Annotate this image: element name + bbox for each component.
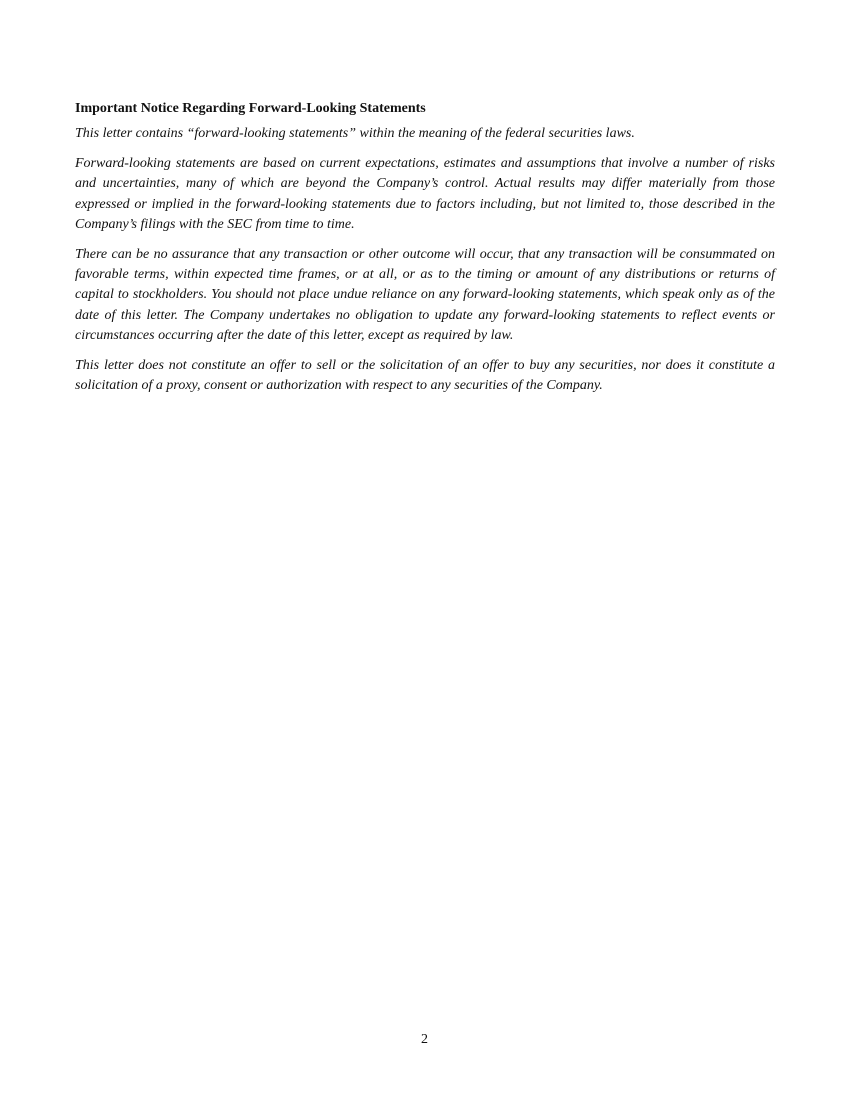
paragraph-expectations: Forward-looking statements are based on current expectations, estimates and assumptions that involve a number of risks and uncertainties, many of which are beyond the Company’s control. Actual results may differ materially from those expressed or implied in the forward-looking statements due to factors including, but not limited to, those described in the Company’s filings with the SEC from time to time. <box>75 156 775 232</box>
section-heading: Important Notice Regarding Forward-Looking Statements <box>75 101 426 116</box>
paragraph-no-assurance: There can be no assurance that any transaction or other outcome will occur, that any transaction will be consummated on favorable terms, within expected time frames, or at all, or as to the timing or amount of any distributions or returns of capital to stockholders. You should not place undue reliance on any forward-looking statements, which speak only as of the date of this letter. The Company undertakes no obligation to update any forward-looking statements to reflect events or circumstances occurring after the date of this letter, except as required by law. <box>75 247 775 343</box>
page-number: 2 <box>421 1032 428 1047</box>
notice-section <box>75 99 775 406</box>
paragraph-not-an-offer: This letter does not constitute an offer to sell or the solicitation of an offer to buy any securities, nor does it constitute a solicitation of a proxy, consent or authorization with respect to any securities of the Company. <box>75 358 775 394</box>
paragraph-intro: This letter contains “forward-looking statements” within the meaning of the federal securities laws. <box>75 126 635 141</box>
